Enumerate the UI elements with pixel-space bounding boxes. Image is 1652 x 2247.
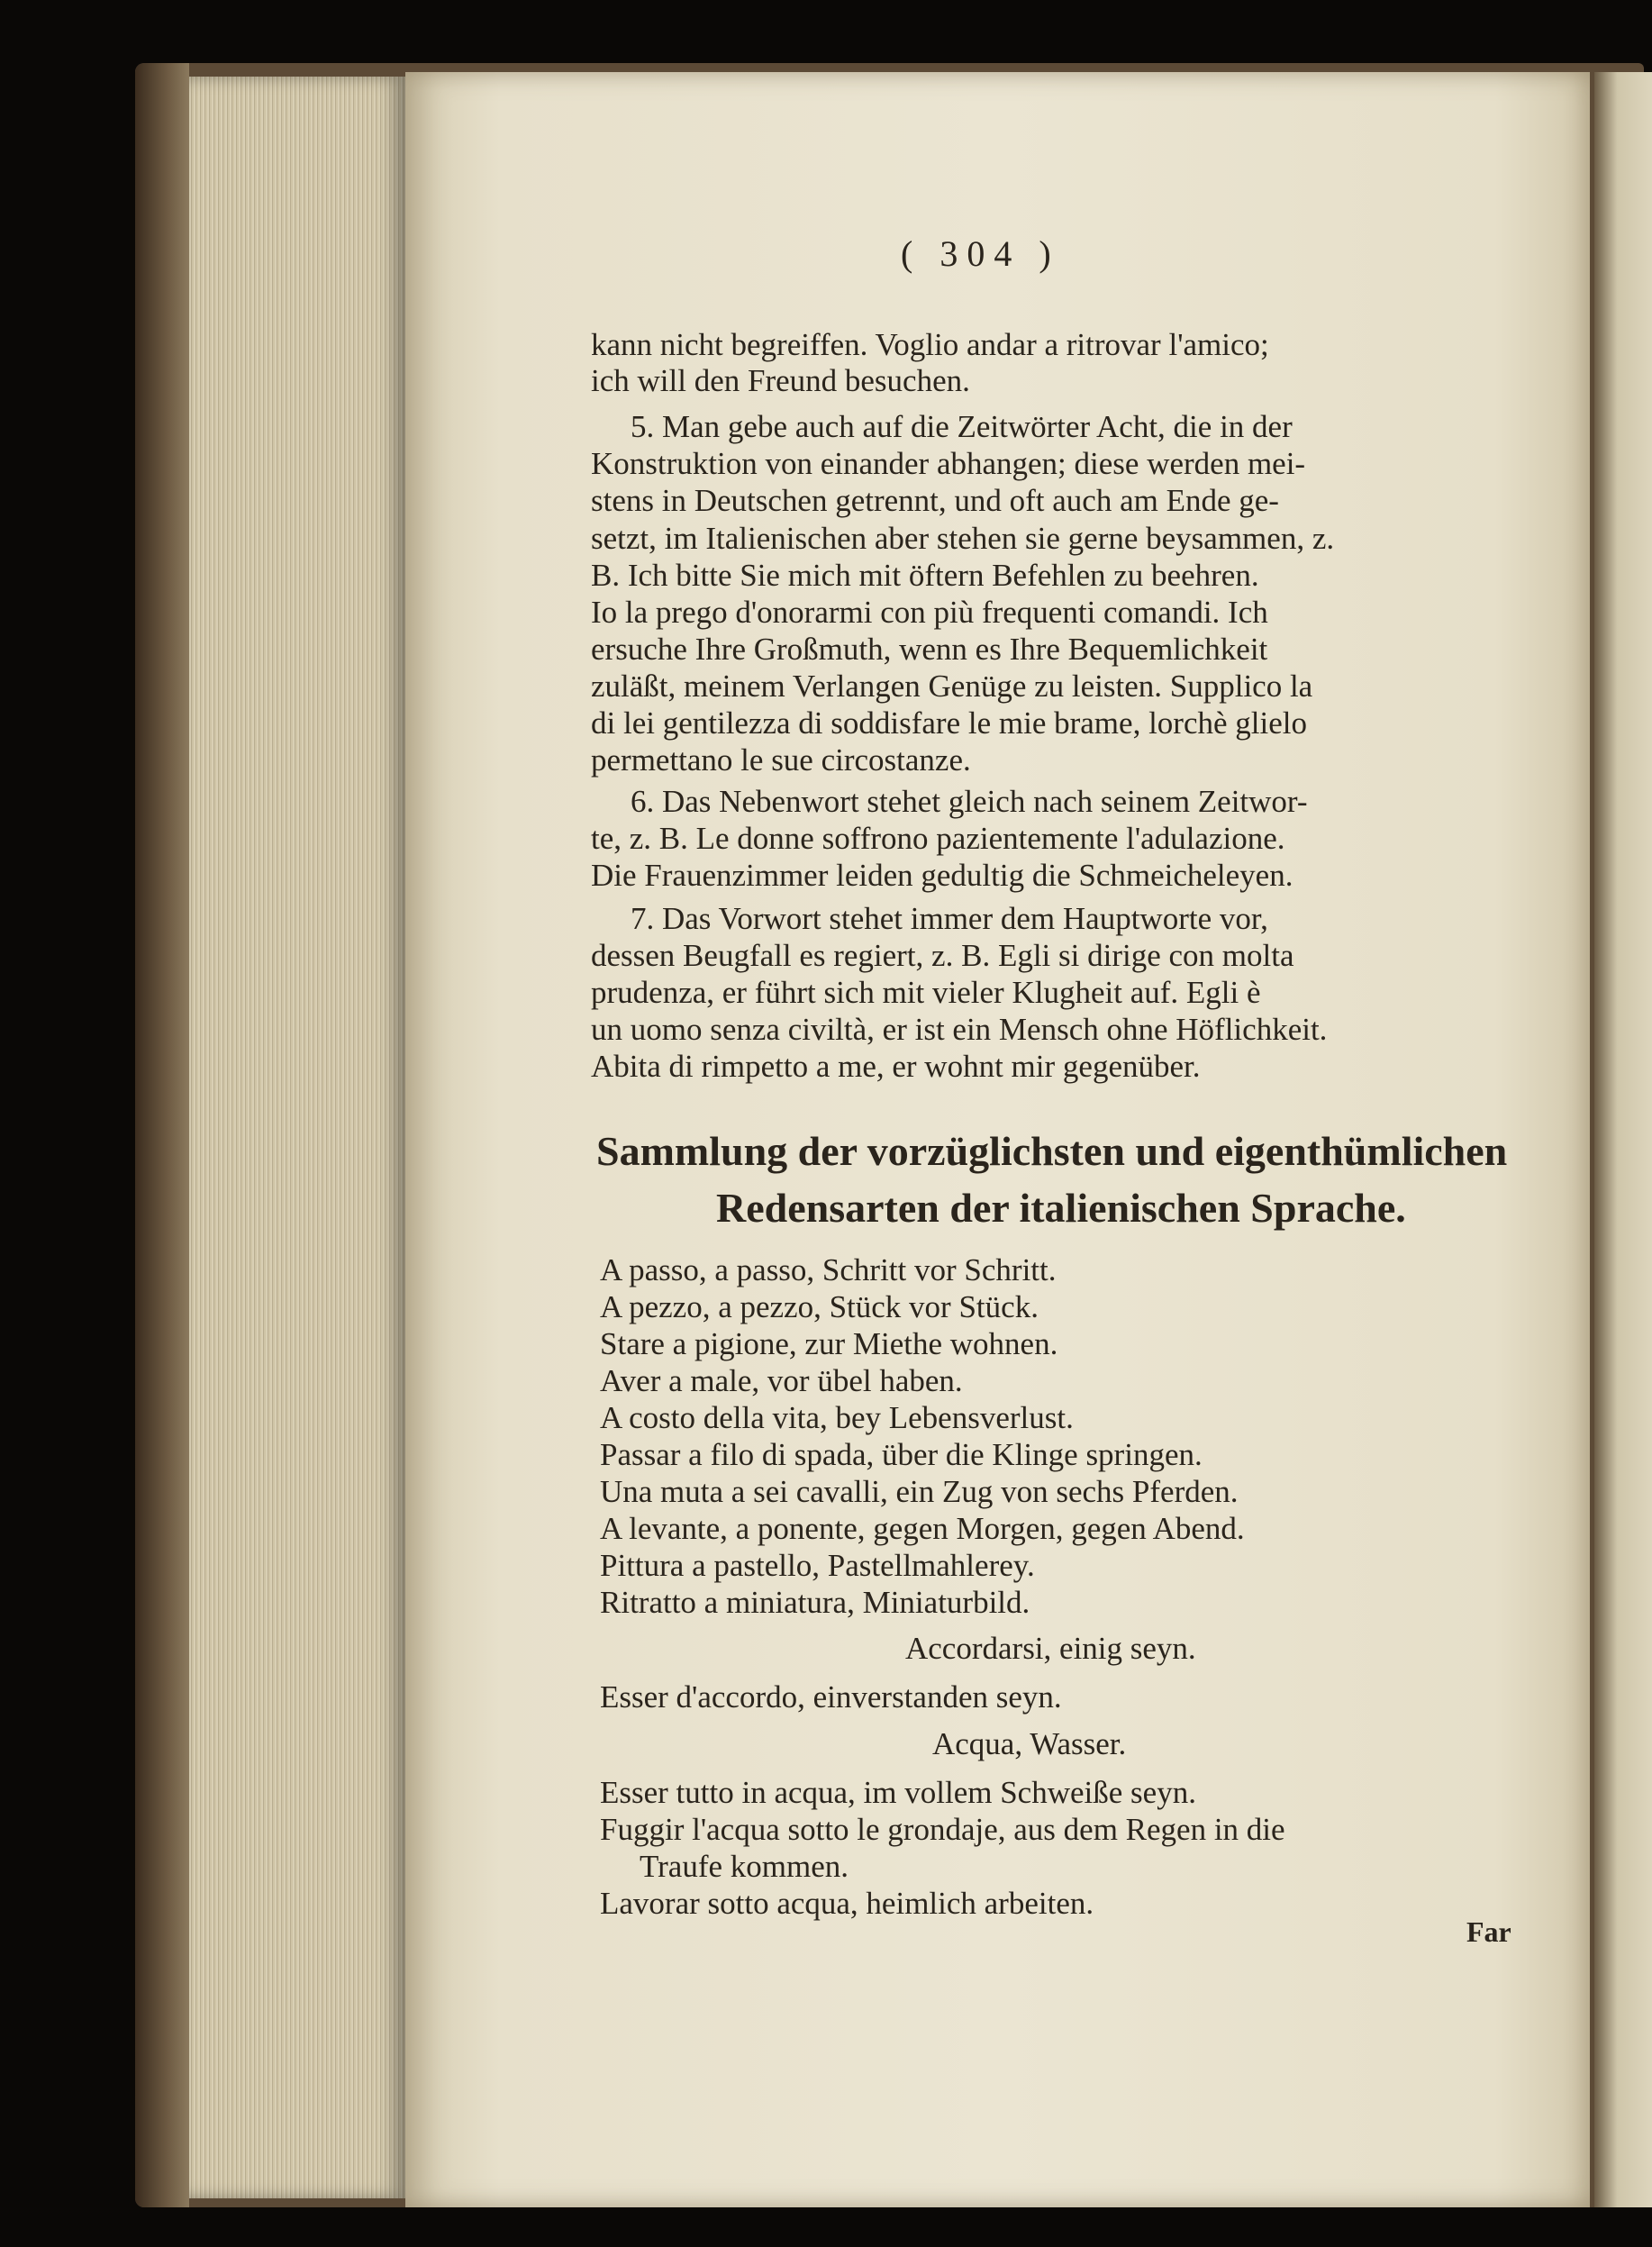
text-line-19: un uomo senza civiltà, er ist ein Mensch ohne Höflichkeit. [591, 1012, 1328, 1047]
page-edges [189, 77, 405, 2198]
phrase-line-9: Pittura a pastello, Pastellmahlerey. [600, 1548, 1035, 1583]
text-line-13: 6. Das Nebenwort stehet gleich nach seinem Zeitwor- [631, 784, 1308, 819]
text-line-15: Die Frauenzimmer leiden gedultig die Schmeicheleyen. [591, 858, 1293, 893]
text-line-12: permettano le sue circostanze. [591, 742, 971, 778]
phrase-line-7: Una muta a sei cavalli, ein Zug von sechs Pferden. [600, 1474, 1239, 1509]
text-line-9: ersuche Ihre Großmuth, wenn es Ihre Bequemlichkeit [591, 632, 1268, 667]
page-number-header: ( 304 ) [901, 233, 1060, 274]
phrase-line-5: A costo della vita, bey Lebensverlust. [600, 1400, 1074, 1435]
text-line-5: stens in Deutschen getrennt, und oft auch am Ende ge- [591, 483, 1279, 518]
phrase-line-10: Ritratto a miniatura, Miniaturbild. [600, 1585, 1030, 1620]
phrase-line-8: A levante, a ponente, gegen Morgen, gegen Abend. [600, 1511, 1245, 1546]
text-line-8: Io la prego d'onorarmi con più frequenti comandi. Ich [591, 595, 1268, 630]
text-line-20: Abita di rimpetto a me, er wohnt mir gegenüber. [591, 1049, 1201, 1084]
section-heading-line-1: Sammlung der vorzüglichsten und eigenthümlichen [596, 1128, 1508, 1174]
subheading-acqua: Acqua, Wasser. [932, 1726, 1127, 1761]
text-line-3: 5. Man gebe auch auf die Zeitwörter Acht, die in der [631, 409, 1293, 444]
subheading-accordarsi: Accordarsi, einig seyn. [905, 1631, 1196, 1666]
phrase-line-4: Aver a male, vor übel haben. [600, 1363, 963, 1398]
text-line-4: Konstruktion von einander abhangen; diese werden mei- [591, 446, 1306, 481]
acqua-line-3: Traufe kommen. [640, 1849, 849, 1884]
text-line-14: te, z. B. Le donne soffrono pazientemente l'adulazione. [591, 821, 1285, 856]
text-line-10: zuläßt, meinem Verlangen Genüge zu leisten. Supplico la [591, 669, 1313, 704]
text-line-6: setzt, im Italienischen aber stehen sie gerne beysammen, z. [591, 521, 1335, 556]
acqua-line-1: Esser tutto in acqua, im vollem Schweiße seyn. [600, 1775, 1196, 1810]
text-line-11: di lei gentilezza di soddisfare le mie brame, lorchè glielo [591, 705, 1307, 741]
acqua-line-4: Lavorar sotto acqua, heimlich arbeiten. [600, 1886, 1094, 1921]
phrase-line-2: A pezzo, a pezzo, Stück vor Stück. [600, 1289, 1039, 1324]
acqua-line-2: Fuggir l'acqua sotto le grondaje, aus dem Regen in die [600, 1812, 1285, 1847]
text-line-18: prudenza, er führt sich mit vieler Klugheit auf. Egli è [591, 975, 1261, 1010]
text-line-16: 7. Das Vorwort stehet immer dem Hauptworte vor, [631, 901, 1268, 936]
text-line-1: kann nicht begreiffen. Voglio andar a ritrovar l'amico; [591, 327, 1269, 362]
section-heading-line-2: Redensarten der italienischen Sprache. [716, 1185, 1406, 1231]
text-line-2: ich will den Freund besuchen. [591, 363, 970, 398]
phrase-line-1: A passo, a passo, Schritt vor Schritt. [600, 1252, 1057, 1287]
text-line-7: B. Ich bitte Sie mich mit öftern Befehlen zu beehren. [591, 558, 1259, 593]
facing-page-edge [1594, 72, 1652, 2207]
text-line-17: dessen Beugfall es regiert, z. B. Egli si dirige con molta [591, 938, 1294, 973]
accordarsi-line: Esser d'accordo, einverstanden seyn. [600, 1679, 1062, 1715]
phrase-line-6: Passar a filo di spada, über die Klinge springen. [600, 1437, 1203, 1472]
book-spine [135, 63, 189, 2207]
catchword: Far [1466, 1915, 1511, 1948]
phrase-line-3: Stare a pigione, zur Miethe wohnen. [600, 1326, 1058, 1361]
